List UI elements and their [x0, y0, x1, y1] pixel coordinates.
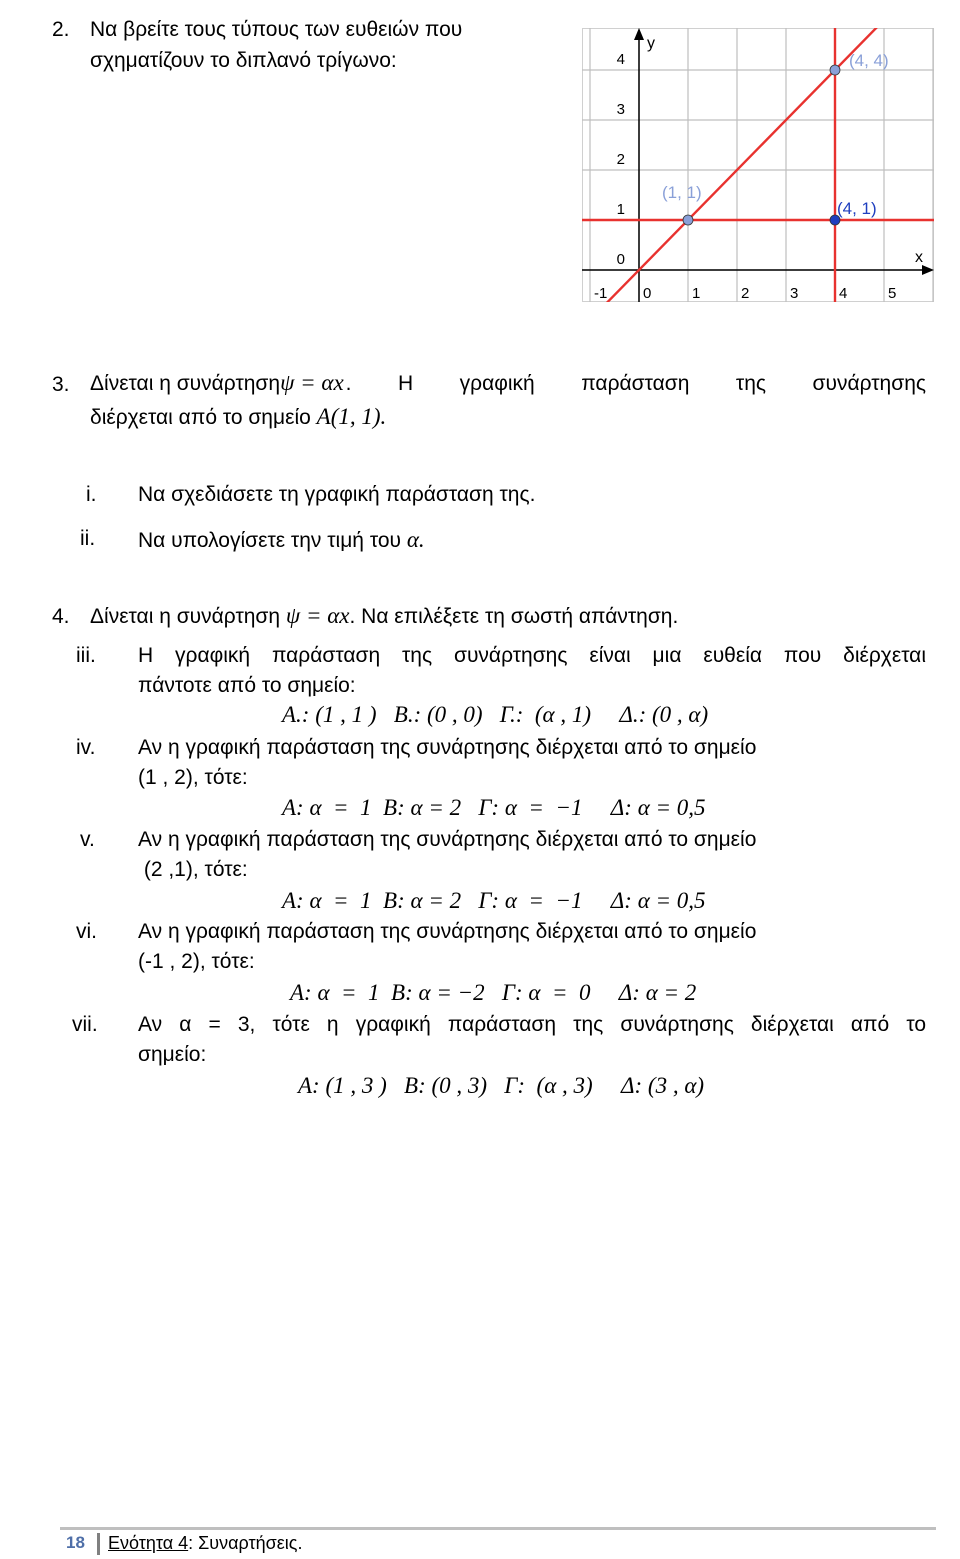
q4-vi-options: A: α = 1 B: α = −2 Γ: α = 0 Δ: α = 2 [290, 980, 697, 1005]
q3-item-i-text: Να σχεδιάσετε τη γραφική παράσταση της. [138, 483, 536, 506]
footer-title [108, 1533, 302, 1554]
q3-line1 [90, 370, 926, 396]
q4-iv-num: iv. [76, 736, 96, 759]
x-axis-arrow [922, 265, 934, 275]
q3-item-ii-math: α. [406, 527, 425, 552]
q4-text2: . Να επιλέξετε τη σωστή απάντηση. [349, 605, 679, 628]
x-tick-label: 3 [790, 285, 799, 302]
graph-labels [594, 35, 923, 302]
q4-v-line1: Αν η γραφική παράσταση της συνάρτησης διέρχεται από το σημείο [138, 828, 757, 851]
q4-number: 4. [52, 605, 70, 628]
q4-v-line2: (2 ,1), τότε: [138, 858, 248, 881]
q4-vii-options: A: (1 , 3 ) B: (0 , 3) Γ: (α , 3) Δ: (3 , α) [298, 1073, 705, 1098]
q3-item-ii-num: ii. [80, 527, 96, 550]
q3-text2: . Η γραφική παράσταση της συνάρτησης [345, 372, 926, 395]
footer-chapter: Ενότητα 4 [108, 1533, 189, 1553]
point-label: (4, 1) [837, 199, 877, 218]
q4-vii-line2: σημείο: [138, 1043, 207, 1066]
q4-iv-options: A: α = 1 B: α = 2 Γ: α = −1 Δ: α = 0,5 [282, 795, 706, 820]
triangle-graph [582, 28, 934, 302]
y-tick-label: 4 [616, 51, 625, 68]
q3-line2 [90, 404, 386, 430]
q3-item-i-num: i. [86, 483, 97, 506]
q4-vii-num: vii. [72, 1013, 98, 1036]
x-tick-label: 2 [741, 285, 750, 302]
q3-number: 3. [52, 373, 70, 396]
q2-line1: Να βρείτε τους τύπους των ευθειών που [90, 18, 463, 41]
y-axis-label: y [647, 35, 655, 52]
y-tick-label: 0 [616, 251, 625, 268]
y-tick-label: 1 [616, 201, 625, 218]
x-tick-label: 4 [839, 285, 848, 302]
q4-formula: ψ = αx [285, 603, 350, 628]
q4-iii-num: iii. [76, 644, 96, 667]
footer-divider [97, 1533, 100, 1555]
q4-vi-num: vi. [76, 920, 97, 943]
x-tick-label: 0 [643, 285, 652, 302]
q3-line2-text: διέρχεται από το σημείο [90, 406, 311, 429]
q2-line2: σχηματίζουν το διπλανό τρίγωνο: [90, 49, 397, 72]
q3-text1: Δίνεται η συνάρτηση [90, 372, 281, 395]
q4-iii-line2: πάντοτε από το σημείο: [138, 674, 356, 697]
x-axis-label: x [915, 249, 923, 266]
y-tick-label: 2 [616, 151, 625, 168]
q4-iv-line1: Αν η γραφική παράσταση της συνάρτησης διέρχεται από το σημείο [138, 736, 757, 759]
x-tick-label: 5 [888, 285, 897, 302]
q4-iii-line1: Η γραφική παράσταση της συνάρτησης είναι μια ευθεία που διέρχεται [138, 644, 926, 667]
q3-formula: ψ = αx [280, 370, 344, 395]
footer-rule [60, 1527, 936, 1530]
q4-vii-line1: Αν α = 3, τότε η γραφική παράσταση της συνάρτησης διέρχεται από το [138, 1013, 926, 1036]
q4-line [90, 603, 678, 629]
point-marker [683, 215, 693, 225]
q3-item-ii-text: Να υπολογίσετε την τιμή του [138, 529, 401, 552]
q4-v-num: v. [80, 828, 95, 851]
q4-vi-line1: Αν η γραφική παράσταση της συνάρτησης διέρχεται από το σημείο [138, 920, 757, 943]
q2-number: 2. [52, 18, 70, 41]
x-tick-label: 1 [692, 285, 701, 302]
q3-item-ii-line [138, 527, 425, 553]
q4-iii-options: A.: (1 , 1 ) B.: (0 , 0) Γ.: (α , 1) Δ.: (0 , α) [282, 702, 709, 727]
point-marker [830, 65, 840, 75]
q4-text1: Δίνεται η συνάρτηση [90, 605, 281, 628]
y-tick-label: 3 [616, 101, 625, 118]
x-tick-label: -1 [594, 285, 608, 302]
footer-subtitle: : Συναρτήσεις. [188, 1533, 303, 1553]
q3-point: A(1, 1). [316, 404, 387, 429]
q4-v-options: A: α = 1 B: α = 2 Γ: α = −1 Δ: α = 0,5 [282, 888, 706, 913]
y-axis-arrow [634, 28, 644, 40]
page-number: 18 [66, 1533, 85, 1552]
point-label: (4, 4) [849, 51, 889, 70]
q4-iv-line2: (1 , 2), τότε: [138, 766, 248, 789]
point-label: (1, 1) [662, 183, 702, 202]
q4-vi-line2: (-1 , 2), τότε: [138, 950, 255, 973]
